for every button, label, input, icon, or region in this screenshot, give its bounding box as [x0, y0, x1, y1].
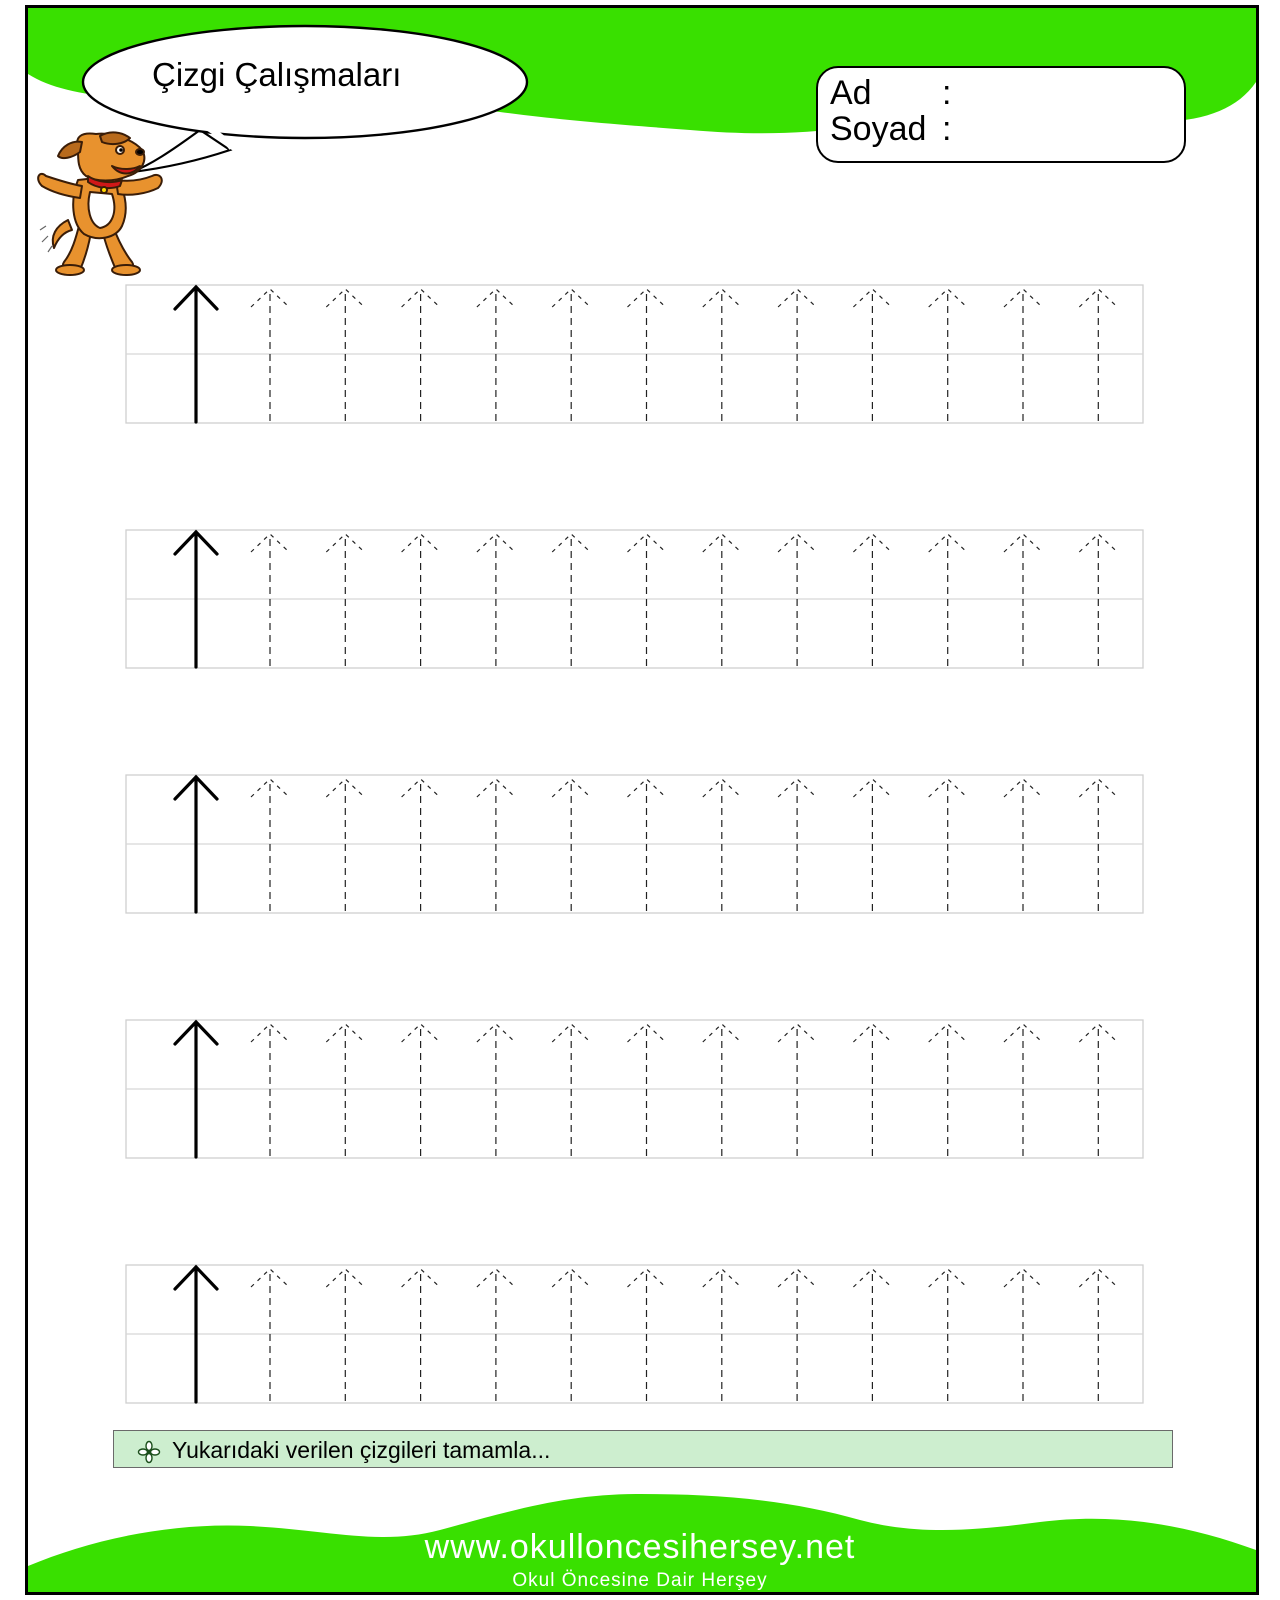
dashed-arrow-guide	[552, 779, 590, 911]
tracing-row	[126, 775, 1143, 913]
dashed-arrow-guide	[552, 1024, 590, 1156]
dashed-arrow-guide	[929, 534, 967, 666]
dashed-arrow-guide	[251, 534, 289, 666]
name-colon: :	[942, 74, 952, 112]
dashed-arrow-guide	[1079, 534, 1117, 666]
worksheet-title: Çizgi Çalışmaları	[152, 56, 402, 93]
dashed-arrow-guide	[402, 779, 440, 911]
dashed-arrow-guide	[778, 1024, 816, 1156]
dashed-arrow-guide	[703, 289, 741, 421]
dashed-arrow-guide	[628, 534, 666, 666]
dashed-arrow-guide	[778, 289, 816, 421]
dashed-arrow-guide	[1004, 1024, 1042, 1156]
dashed-arrow-guide	[628, 1024, 666, 1156]
surname-label: Soyad	[830, 110, 927, 148]
dashed-arrow-guide	[326, 534, 364, 666]
dashed-arrow-guide	[778, 1269, 816, 1401]
dashed-arrow-guide	[477, 779, 515, 911]
dashed-arrow-guide	[251, 1269, 289, 1401]
instruction-text: Yukarıdaki verilen çizgileri tamamla...	[172, 1437, 551, 1463]
dashed-arrow-guide	[929, 1269, 967, 1401]
tracing-row	[126, 1020, 1143, 1158]
dashed-arrow-guide	[552, 534, 590, 666]
dashed-arrow-guide	[1079, 1024, 1117, 1156]
dashed-arrow-guide	[853, 1024, 891, 1156]
dashed-arrow-guide	[1004, 779, 1042, 911]
dashed-arrow-guide	[251, 779, 289, 911]
dashed-arrow-guide	[552, 1269, 590, 1401]
dashed-arrow-guide	[628, 779, 666, 911]
dashed-arrow-guide	[326, 1024, 364, 1156]
dashed-arrow-guide	[1079, 1269, 1117, 1401]
dashed-arrow-guide	[477, 1024, 515, 1156]
dashed-arrow-guide	[402, 289, 440, 421]
dashed-arrow-guide	[853, 1269, 891, 1401]
dashed-arrow-guide	[326, 289, 364, 421]
dashed-arrow-guide	[929, 779, 967, 911]
dashed-arrow-guide	[703, 779, 741, 911]
dashed-arrow-guide	[929, 289, 967, 421]
dashed-arrow-guide	[477, 534, 515, 666]
instruction-bar	[113, 1430, 1173, 1468]
tracing-row	[126, 1265, 1143, 1403]
dashed-arrow-guide	[1079, 779, 1117, 911]
dashed-arrow-guide	[853, 534, 891, 666]
dashed-arrow-guide	[853, 289, 891, 421]
dashed-arrow-guide	[326, 779, 364, 911]
dashed-arrow-guide	[778, 534, 816, 666]
tracing-row	[126, 285, 1143, 423]
dashed-arrow-guide	[703, 534, 741, 666]
dashed-arrow-guide	[477, 1269, 515, 1401]
dashed-arrow-guide	[251, 289, 289, 421]
dashed-arrow-guide	[778, 779, 816, 911]
dashed-arrow-guide	[402, 1269, 440, 1401]
dashed-arrow-guide	[853, 779, 891, 911]
dashed-arrow-guide	[402, 534, 440, 666]
dashed-arrow-guide	[929, 1024, 967, 1156]
dashed-arrow-guide	[628, 1269, 666, 1401]
dashed-arrow-guide	[477, 289, 515, 421]
dashed-arrow-guide	[1004, 534, 1042, 666]
dashed-arrow-guide	[251, 1024, 289, 1156]
clover-bullet-icon	[136, 1439, 162, 1465]
dashed-arrow-guide	[703, 1269, 741, 1401]
dashed-arrow-guide	[326, 1269, 364, 1401]
footer-subtitle: Okul Öncesine Dair Herşey	[512, 1570, 768, 1591]
dashed-arrow-guide	[1004, 289, 1042, 421]
dashed-arrow-guide	[1004, 1269, 1042, 1401]
tracing-row	[126, 530, 1143, 668]
surname-colon: :	[942, 110, 952, 148]
dashed-arrow-guide	[1079, 289, 1117, 421]
footer-url: www.okulloncesihersey.net	[424, 1528, 856, 1566]
dashed-arrow-guide	[628, 289, 666, 421]
name-label: Ad	[830, 74, 872, 112]
dashed-arrow-guide	[703, 1024, 741, 1156]
dashed-arrow-guide	[402, 1024, 440, 1156]
dashed-arrow-guide	[552, 289, 590, 421]
